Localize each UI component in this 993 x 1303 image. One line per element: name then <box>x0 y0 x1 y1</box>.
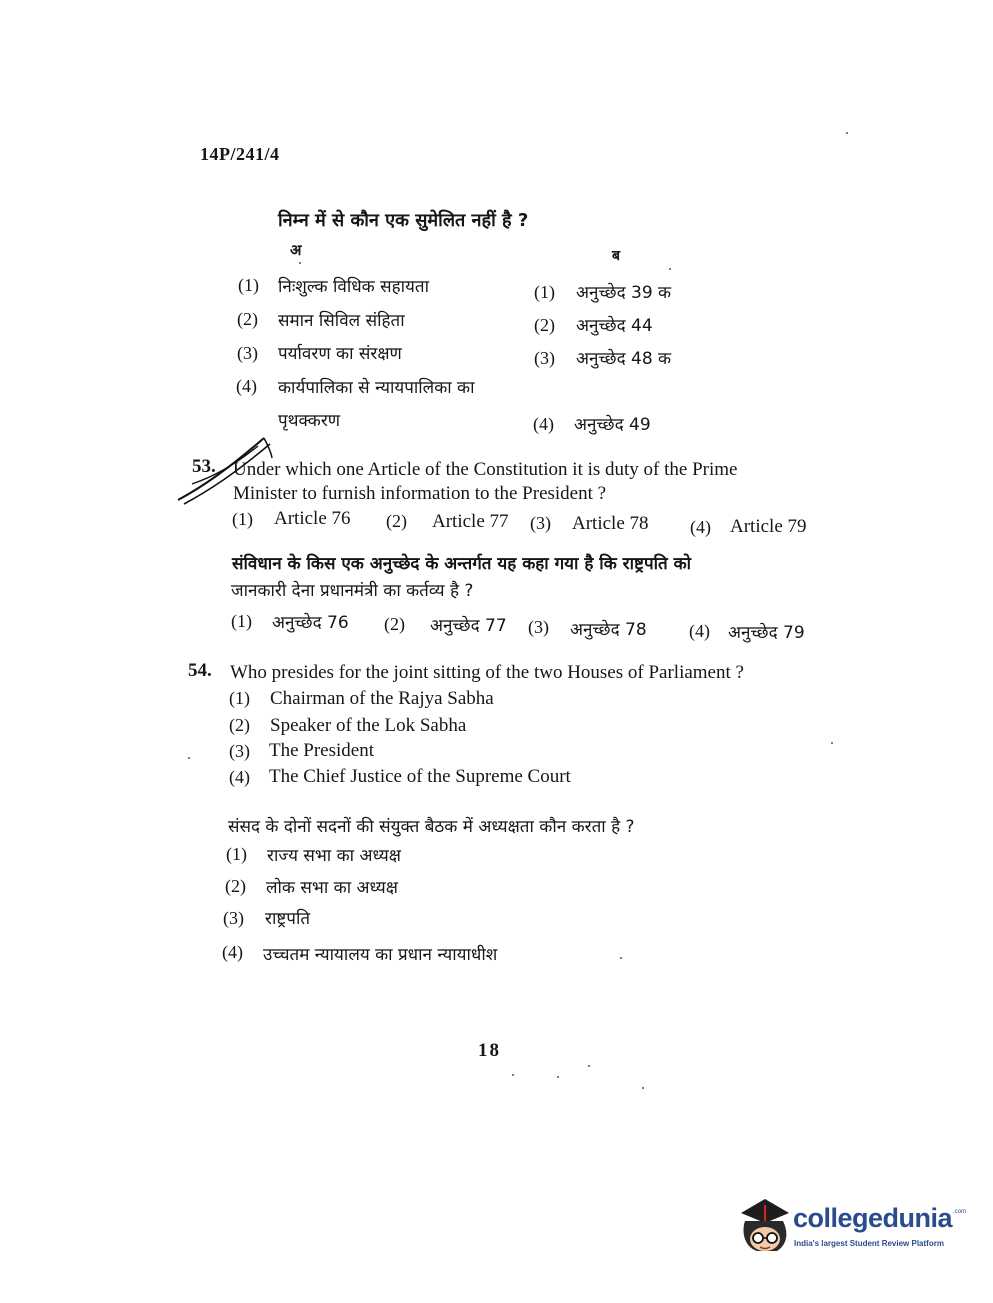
q52-column-a-head: अ <box>290 241 302 259</box>
q53-hi-opt2-num: (2) <box>384 614 405 634</box>
q54-hi-opt4-text: उच्चतम न्यायालय का प्रधान न्यायाधीश <box>263 945 498 965</box>
q53-opt3-text: Article 78 <box>572 513 649 534</box>
q53-hi-opt3-num: (3) <box>528 617 549 637</box>
q53-hi-opt1-text: अनुच्छेद 76 <box>272 613 349 633</box>
q54-hi-opt2-num: (2) <box>225 876 246 896</box>
q52-left-2-num: (2) <box>237 309 258 329</box>
scan-speck <box>669 268 671 270</box>
q53-hi-opt4-text: अनुच्छेद 79 <box>728 623 805 643</box>
q54-hi-opt1-num: (1) <box>226 844 247 864</box>
q52-right-3-num: (3) <box>534 348 555 368</box>
q54-opt2-text: Speaker of the Lok Sabha <box>270 715 467 736</box>
brand-domain: .com <box>953 1209 967 1215</box>
q52-right-1-num: (1) <box>534 282 555 302</box>
q53-opt4-text: Article 79 <box>730 516 807 537</box>
q54-hi-opt4-num: (4) <box>222 942 243 962</box>
q54-question-en: Who presides for the joint sitting of the two Houses of Parliament ? <box>230 662 744 683</box>
q53-opt1-num: (1) <box>232 509 253 529</box>
q54-opt4-num: (4) <box>229 767 250 787</box>
q52-right-4-text: अनुच्छेद 49 <box>574 415 651 435</box>
paper-code: 14P/241/4 <box>200 144 280 164</box>
q52-right-3-text: अनुच्छेद 48 क <box>576 349 672 369</box>
q52-left-4-text-cont: पृथक्करण <box>278 411 341 431</box>
q54-opt3-text: The President <box>269 740 375 761</box>
q54-opt1-num: (1) <box>229 688 250 708</box>
page-number: 18 <box>478 1040 501 1061</box>
q53-hi-opt2-text: अनुच्छेद 77 <box>430 616 507 636</box>
q53-opt1-text: Article 76 <box>274 508 351 529</box>
q53-opt2-num: (2) <box>386 511 407 531</box>
q53-opt2-text: Article 77 <box>432 511 509 532</box>
scan-speck <box>642 1087 644 1089</box>
brand-tagline: India's largest Student Review Platform <box>794 1239 944 1248</box>
q54-hi-opt3-text: राष्ट्रपति <box>265 909 311 929</box>
scan-speck <box>588 1065 590 1067</box>
scan-speck <box>299 262 301 264</box>
q53-hi-opt4-num: (4) <box>689 621 710 641</box>
q52-right-4-num: (4) <box>533 414 554 434</box>
graduate-mascot-icon <box>735 1195 793 1257</box>
q52-left-3-text: पर्यावरण का संरक्षण <box>278 344 402 364</box>
q53-question-en-line2: Minister to furnish information to the President ? <box>233 483 607 504</box>
scan-speck <box>846 132 848 134</box>
q54-number: 54. <box>188 660 212 681</box>
q54-hi-opt1-text: राज्य सभा का अध्यक्ष <box>267 846 401 866</box>
q52-left-1-text: निःशुल्क विधिक सहायता <box>278 277 430 297</box>
q54-opt4-text: The Chief Justice of the Supreme Court <box>269 766 571 787</box>
q52-right-2-text: अनुच्छेद 44 <box>576 316 653 336</box>
q54-opt3-num: (3) <box>229 741 250 761</box>
q52-right-2-num: (2) <box>534 315 555 335</box>
scan-speck <box>512 1074 514 1076</box>
q53-question-en-line1: Under which one Article of the Constitution it is duty of the Prime <box>233 459 738 480</box>
q52-question-hi: निम्न में से कौन एक सुमेलित नहीं है ? <box>278 210 529 231</box>
scan-speck <box>557 1076 559 1078</box>
q54-opt1-text: Chairman of the Rajya Sabha <box>270 688 494 709</box>
q52-left-4-text: कार्यपालिका से न्यायपालिका का <box>278 378 475 398</box>
q53-opt4-num: (4) <box>690 517 711 537</box>
q52-left-4-num: (4) <box>236 376 257 396</box>
q52-left-3-num: (3) <box>237 343 258 363</box>
q52-left-2-text: समान सिविल संहिता <box>278 311 405 331</box>
q53-opt3-num: (3) <box>530 513 551 533</box>
q53-question-hi-line2: जानकारी देना प्रधानमंत्री का कर्तव्य है ? <box>231 581 474 601</box>
q53-number: 53. <box>192 456 216 477</box>
q52-column-b-head: ब <box>612 248 620 264</box>
collegedunia-watermark <box>735 1195 965 1265</box>
q53-hi-opt1-num: (1) <box>231 611 252 631</box>
q53-question-hi-line1: संविधान के किस एक अनुच्छेद के अन्तर्गत यह कहा गया है कि राष्ट्रपति को <box>232 554 692 574</box>
scan-speck <box>831 742 833 744</box>
q54-hi-opt2-text: लोक सभा का अध्यक्ष <box>266 878 398 898</box>
scan-speck <box>188 757 190 759</box>
brand-name: collegedunia <box>793 1203 953 1233</box>
q53-hi-opt3-text: अनुच्छेद 78 <box>570 620 647 640</box>
q54-question-hi: संसद के दोनों सदनों की संयुक्त बैठक में अध्यक्षता कौन करता है ? <box>228 817 635 837</box>
q54-opt2-num: (2) <box>229 715 250 735</box>
scan-speck <box>620 957 622 959</box>
q52-right-1-text: अनुच्छेद 39 क <box>576 283 672 303</box>
q52-left-1-num: (1) <box>238 275 259 295</box>
q54-hi-opt3-num: (3) <box>223 908 244 928</box>
